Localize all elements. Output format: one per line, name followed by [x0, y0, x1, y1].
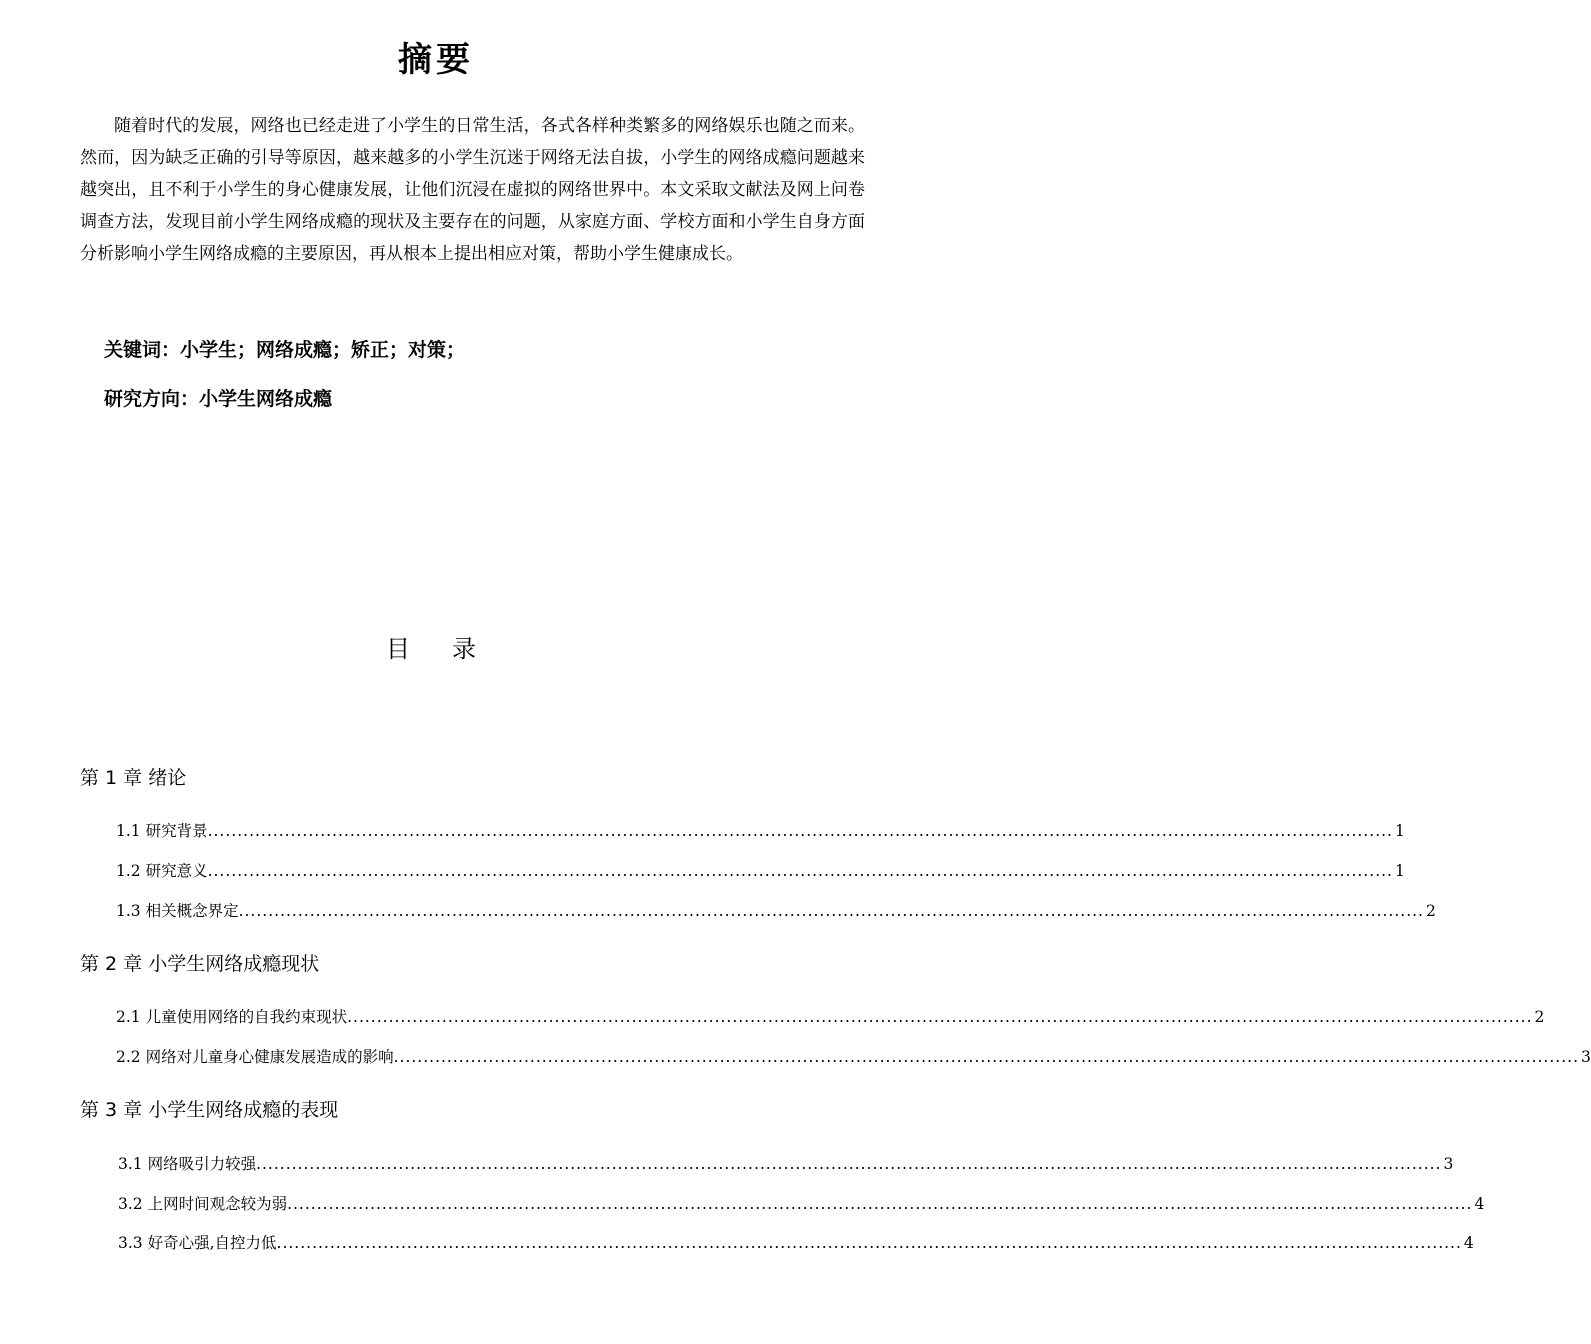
toc-entry-text: 1.2 研究意义: [116, 862, 208, 880]
toc-entry-text: 3.1 网络吸引力较强: [118, 1155, 257, 1173]
toc-entry[interactable]: [118, 1152, 1454, 1176]
toc-entry-page: 3: [1443, 1155, 1454, 1173]
toc-entry-page: 1: [1394, 822, 1405, 840]
toc-chapter-heading: 第 3 章 小学生网络成瘾的表现: [80, 1099, 339, 1121]
toc-entry[interactable]: [116, 899, 1436, 923]
toc-title-char-2: 录: [452, 635, 476, 663]
toc-leader-dots: ........................................................................................................................................................................................................: [287, 1195, 1473, 1213]
toc-leader-dots: ........................................................................................................................................................................................................: [207, 862, 1393, 880]
toc-entry-page: 1: [1394, 862, 1405, 880]
toc-entry[interactable]: [118, 1192, 1485, 1216]
toc-leader-dots: ........................................................................................................................................................................................................: [276, 1234, 1462, 1252]
research-direction: 研究方向：小学生网络成瘾: [104, 388, 333, 410]
toc-entry-page: 4: [1474, 1195, 1485, 1213]
toc-entry-page: 3: [1581, 1048, 1591, 1066]
toc-entry-text: 3.3 好奇心强,自控力低: [118, 1234, 277, 1252]
toc-entry-text: 3.2 上网时间观念较为弱: [118, 1195, 288, 1213]
toc-leader-dots: ........................................................................................................................................................................................................: [256, 1155, 1442, 1173]
toc-entry-page: 2: [1425, 902, 1436, 920]
toc-entry-text: 1.1 研究背景: [116, 822, 208, 840]
toc-entry[interactable]: [116, 819, 1405, 843]
toc-entry-text: 2.1 儿童使用网络的自我约束现状: [116, 1008, 348, 1026]
abstract-title: 摘要: [398, 40, 474, 80]
toc-title-char-1: 目: [386, 635, 410, 663]
toc-entry[interactable]: [116, 1005, 1545, 1029]
toc-entry-text: 2.2 网络对儿童身心健康发展造成的影响: [116, 1048, 394, 1066]
toc-leader-dots: ........................................................................................................................................................................................................: [207, 822, 1393, 840]
abstract-body: 随着时代的发展，网络也已经走进了小学生的日常生活，各式各样种类繁多的网络娱乐也随之而来。然而，因为缺乏正确的引导等原因，越来越多的小学生沉迷于网络无法自拔，小学生的网络成瘾问题越来越突出，且不利于小学生的身心健康发展，让他们沉浸在虚拟的网络世界中。本文采取文献法及网上问卷调查方法，发现目前小学生网络成瘾的现状及主要存在的问题，从家庭方面、学校方面和小学生自身方面分析影响小学生网络成瘾的主要原因，再从根本上提出相应对策，帮助小学生健康成长。: [80, 116, 865, 264]
toc-entry[interactable]: [118, 1231, 1474, 1255]
toc-entry[interactable]: [116, 1045, 1591, 1069]
toc-title: [386, 632, 476, 666]
toc-leader-dots: ........................................................................................................................................................................................................: [393, 1048, 1579, 1066]
toc-chapter-heading: 第 2 章 小学生网络成瘾现状: [80, 953, 320, 975]
keywords: 关键词：小学生；网络成瘾；矫正；对策；: [104, 339, 466, 361]
toc-leader-dots: ........................................................................................................................................................................................................: [238, 902, 1424, 920]
toc-entry-text: 1.3 相关概念界定: [116, 902, 239, 920]
toc-chapter-heading: 第 1 章 绪论: [80, 767, 187, 789]
toc-entry-page: 2: [1534, 1008, 1545, 1026]
toc-entry-page: 4: [1463, 1234, 1474, 1252]
toc-leader-dots: ........................................................................................................................................................................................................: [347, 1008, 1533, 1026]
toc-entry[interactable]: [116, 859, 1405, 883]
